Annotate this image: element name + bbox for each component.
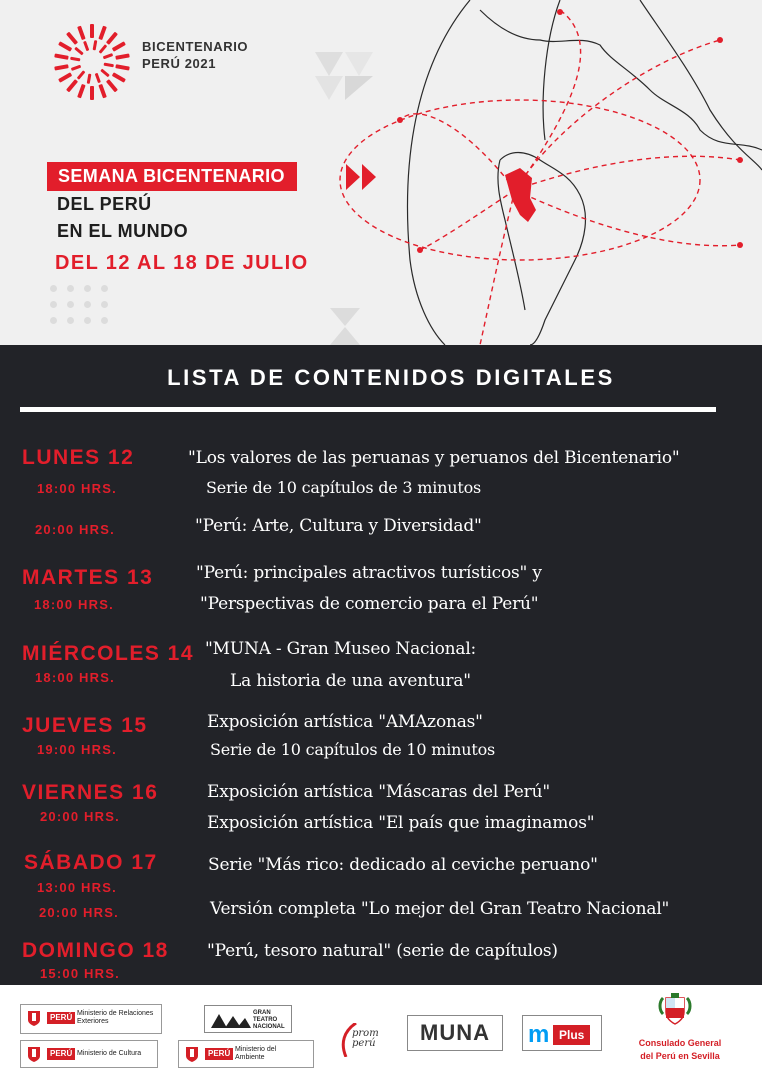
peru-tag: PERÚ bbox=[205, 1048, 233, 1060]
event-banner: SEMANA BICENTENARIO bbox=[47, 162, 297, 191]
sponsor-gtn-name: GRAN TEATRO NACIONAL bbox=[253, 1010, 285, 1030]
day-thursday: JUEVES 15 bbox=[22, 714, 148, 737]
decorative-hourglass-icon bbox=[330, 308, 360, 345]
day-friday: VIERNES 16 bbox=[22, 781, 159, 804]
header-section bbox=[0, 0, 762, 345]
desc-monday-1b: Serie de 10 capítulos de 3 minutos bbox=[206, 478, 482, 497]
logo-line1: BICENTENARIO bbox=[142, 39, 249, 54]
sponsor-cultura-name: Ministerio de Cultura bbox=[77, 1050, 142, 1057]
gran-teatro-logo-icon bbox=[211, 1012, 251, 1028]
double-chevron-right-icon bbox=[346, 164, 380, 190]
day-tuesday: MARTES 13 bbox=[22, 566, 154, 589]
list-title: LISTA DE CONTENIDOS DIGITALES bbox=[167, 365, 615, 390]
logo-wordmark bbox=[142, 38, 248, 72]
desc-friday-1: Exposición artística "Máscaras del Perú" bbox=[207, 782, 550, 802]
time-tuesday-1: 18:00 HRS. bbox=[34, 597, 114, 612]
desc-saturday-1: Serie "Más rico: dedicado al ceviche peruano" bbox=[208, 855, 598, 875]
sponsor-movistar-plus bbox=[522, 1015, 602, 1051]
movistar-m-icon: m bbox=[528, 1021, 550, 1048]
sponsor-cultura bbox=[20, 1040, 158, 1068]
peru-tag: PERÚ bbox=[47, 1012, 75, 1024]
desc-wednesday-1b: La historia de una aventura" bbox=[230, 671, 471, 691]
sponsor-ambiente-name: Ministerio del Ambiente bbox=[235, 1046, 277, 1061]
event-dates: DEL 12 AL 18 DE JULIO bbox=[55, 252, 309, 274]
desc-monday-2: "Perú: Arte, Cultura y Diversidad" bbox=[195, 516, 482, 536]
sponsor-promperu-name: prom perú bbox=[352, 1028, 379, 1049]
desc-monday-1: "Los valores de las peruanas y peruanos del Bicentenario" bbox=[188, 448, 680, 468]
sponsor-muna: MUNA bbox=[407, 1015, 503, 1051]
time-wednesday-1: 18:00 HRS. bbox=[35, 670, 115, 685]
time-monday-1: 18:00 HRS. bbox=[37, 481, 117, 496]
decorative-dots bbox=[50, 285, 108, 324]
time-sunday-1: 15:00 HRS. bbox=[40, 966, 120, 981]
desc-tuesday-1: "Perú: principales atractivos turísticos" y bbox=[196, 563, 542, 583]
logo-line2: PERÚ 2021 bbox=[142, 56, 217, 71]
desc-thursday-1: Exposición artística "AMAzonas" bbox=[207, 712, 483, 732]
day-wednesday: MIÉRCOLES 14 bbox=[22, 642, 195, 665]
subtitle-line2: EN EL MUNDO bbox=[57, 221, 189, 241]
peru-coat-of-arms-icon bbox=[182, 1044, 202, 1064]
desc-friday-1b: Exposición artística "El país que imaginamos" bbox=[207, 813, 595, 833]
day-monday: LUNES 12 bbox=[22, 446, 135, 469]
sponsor-rree bbox=[20, 1004, 162, 1034]
sponsor-rree-name: Ministerio de Relaciones Exteriores bbox=[77, 1010, 154, 1025]
peru-tag: PERÚ bbox=[47, 1048, 75, 1060]
desc-thursday-1b: Serie de 10 capítulos de 10 minutos bbox=[210, 740, 496, 759]
desc-saturday-2: Versión completa "Lo mejor del Gran Teatro Nacional" bbox=[210, 899, 670, 919]
decorative-triangles-icon bbox=[315, 52, 373, 100]
desc-sunday-1: "Perú, tesoro natural" (serie de capítulos) bbox=[207, 941, 558, 961]
consulado-name bbox=[625, 1037, 735, 1063]
time-saturday-1: 13:00 HRS. bbox=[37, 880, 117, 895]
desc-wednesday-1: "MUNA - Gran Museo Nacional: bbox=[205, 639, 477, 659]
subtitle-line1: DEL PERÚ bbox=[57, 194, 152, 214]
day-sunday: DOMINGO 18 bbox=[22, 939, 169, 962]
time-saturday-2: 20:00 HRS. bbox=[39, 905, 119, 920]
title-divider bbox=[20, 407, 716, 412]
consulado-line2: del Perú en Sevilla bbox=[640, 1051, 720, 1061]
sponsor-promperu bbox=[338, 1013, 388, 1063]
peru-national-shield-icon bbox=[655, 992, 695, 1032]
day-saturday: SÁBADO 17 bbox=[24, 851, 158, 874]
peru-coat-of-arms-icon bbox=[24, 1008, 44, 1028]
consulado-line1: Consulado General bbox=[638, 1038, 722, 1048]
peru-coat-of-arms-icon bbox=[24, 1044, 44, 1064]
time-monday-2: 20:00 HRS. bbox=[35, 522, 115, 537]
desc-tuesday-1b: "Perspectivas de comercio para el Perú" bbox=[200, 594, 539, 614]
sponsor-gran-teatro-nacional bbox=[204, 1005, 292, 1033]
time-thursday-1: 19:00 HRS. bbox=[37, 742, 117, 757]
sponsor-movistar-plus-label: Plus bbox=[553, 1025, 590, 1045]
time-friday-1: 20:00 HRS. bbox=[40, 809, 120, 824]
bicentenario-logo-icon bbox=[52, 22, 132, 102]
sponsor-ambiente bbox=[178, 1040, 314, 1068]
